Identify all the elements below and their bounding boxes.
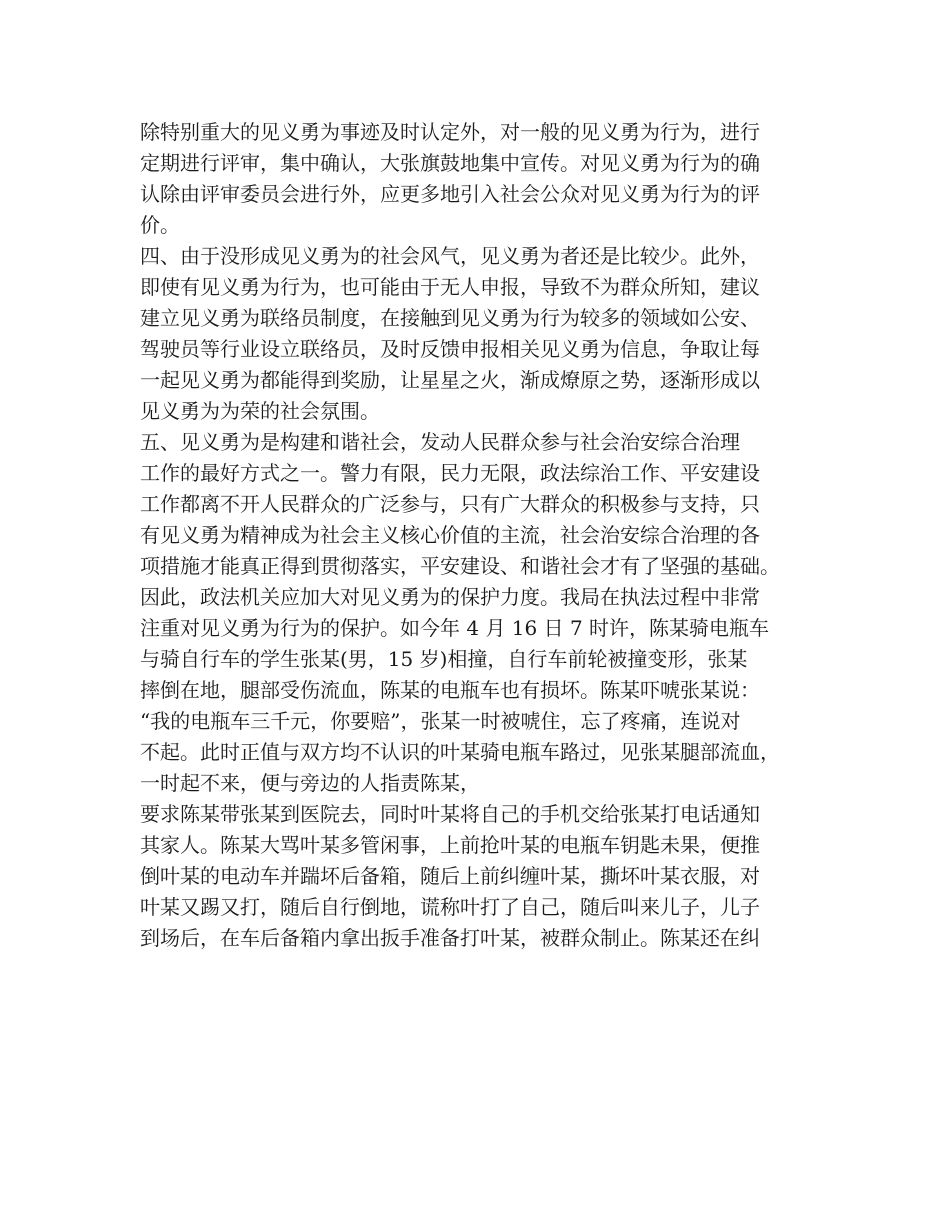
paragraph-four-start: 四、由于没形成见义勇为的社会风气，见义勇为者还是比较少。此外，	[140, 244, 760, 268]
text-line: 定期进行评审，集中确认，大张旗鼓地集中宣传。对见义勇为行为的确	[140, 151, 760, 175]
text-line: 有见义勇为精神成为社会主义核心价值的主流，社会治安综合治理的各	[140, 523, 760, 547]
text-line: 与骑自行车的学生张某(男，15 岁)相撞，自行车前轮被撞变形，张某	[140, 647, 748, 671]
text-line: 到场后，在车后备箱内拿出扳手准备打叶某，被群众制止。陈某还在纠	[140, 926, 760, 950]
text-line: 工作的最好方式之一。警力有限，民力无限，政法综治工作、平安建设	[140, 461, 760, 485]
paragraph-five-start: 五、见义勇为是构建和谐社会，发动人民群众参与社会治安综合治理	[140, 430, 740, 454]
text-line: 叶某又踢又打，随后自行倒地，谎称叶打了自己，随后叫来儿子，儿子	[140, 895, 760, 919]
text-line: 项措施才能真正得到贯彻落实，平安建设、和谐社会才有了坚强的基础。	[140, 554, 780, 578]
text-line: 除特别重大的见义勇为事迹及时认定外，对一般的见义勇为行为，进行	[140, 120, 760, 144]
text-line: 摔倒在地，腿部受伤流血，陈某的电瓶车也有损坏。陈某吓唬张某说：	[140, 678, 760, 702]
text-line: 不起。此时正值与双方均不认识的叶某骑电瓶车路过，见张某腿部流血，	[140, 740, 780, 764]
text-line: “我的电瓶车三千元，你要赔”，张某一时被唬住，忘了疼痛，连说对	[140, 709, 741, 733]
text-line: 工作都离不开人民群众的广泛参与，只有广大群众的积极参与支持，只	[140, 492, 760, 516]
text-line: 倒叶某的电动车并踹坏后备箱，随后上前纠缠叶某，撕坏叶某衣服，对	[140, 864, 760, 888]
text-line: 一时起不来，便与旁边的人指责陈某，	[140, 771, 480, 795]
text-line: 价。	[140, 213, 180, 237]
text-line: 一起见义勇为都能得到奖励，让星星之火，渐成燎原之势，逐渐形成以	[140, 368, 760, 392]
text-line: 因此，政法机关应加大对见义勇为的保护力度。我局在执法过程中非常	[140, 585, 760, 609]
text-line: 认除由评审委员会进行外，应更多地引入社会公众对见义勇为行为的评	[140, 182, 760, 206]
text-line: 其家人。陈某大骂叶某多管闲事，上前抢叶某的电瓶车钥匙未果，便推	[140, 833, 760, 857]
text-line: 建立见义勇为联络员制度，在接触到见义勇为行为较多的领域如公安、	[140, 306, 760, 330]
text-line: 驾驶员等行业设立联络员，及时反馈申报相关见义勇为信息，争取让每	[140, 337, 760, 361]
text-line: 见义勇为为荣的社会氛围。	[140, 399, 380, 423]
text-line: 要求陈某带张某到医院去，同时叶某将自己的手机交给张某打电话通知	[140, 802, 760, 826]
text-line: 注重对见义勇为行为的保护。如今年 4 月 16 日 7 时许，陈某骑电瓶车	[140, 616, 770, 640]
text-line: 即使有见义勇为行为，也可能由于无人申报，导致不为群众所知，建议	[140, 275, 760, 299]
document-page	[140, 117, 820, 954]
